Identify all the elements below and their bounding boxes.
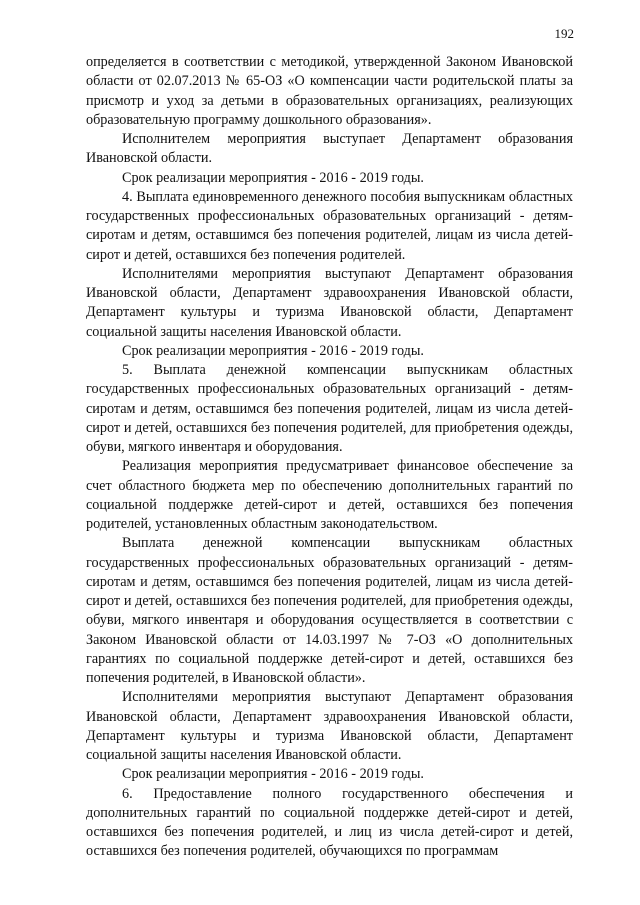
paragraph-9: Выплата денежной компенсации выпускникам областных государственных профессиональных образовательных организаций - детям-сиротам и детям, оставшимся без попечения родителей, лицам из числа детей-сирот и детей, оставшихся без попечения родителей, для приобретения одежды, обуви, мягкого инвентаря и оборудования осуществляется в соответствии с Законом Ивановской области от 14.03.1997 № 7-ОЗ «О дополнительных гарантиях по социальной поддержке детей-сирот и детей, оставшихся без попечения родителей, в Ивановской области». bbox=[86, 535, 573, 686]
paragraph-4: 4. Выплата единовременного денежного пособия выпускникам областных государственных профессиональных образовательных организаций - детям-сиротам и детям, оставшимся без попечения родителей, лицам из числа детей-сирот и детей, оставшихся без попечения родителей. bbox=[86, 188, 573, 263]
page-number: 192 bbox=[554, 26, 574, 41]
paragraph-6: Срок реализации мероприятия - 2016 - 2019 годы. bbox=[122, 342, 424, 359]
paragraph-10: Исполнителями мероприятия выступают Департамент образования Ивановской области, Департамент здравоохранения Ивановской области, Департамент культуры и туризма Ивановской области, Департамент социальной защиты населения Ивановской области. bbox=[86, 689, 573, 763]
paragraph-11: Срок реализации мероприятия - 2016 - 2019 годы. bbox=[122, 766, 424, 783]
paragraph-1: определяется в соответствии с методикой, утвержденной Законом Ивановской области от 02.07.2013 № 65-ОЗ «О компенсации части родительской платы за присмотр и уход за детьми в образовательных организациях, реализующих образовательную программу дошкольного образования». bbox=[86, 54, 573, 128]
paragraph-2: Исполнителем мероприятия выступает Департамент образования Ивановской области. bbox=[86, 131, 573, 167]
paragraph-5: Исполнителями мероприятия выступают Департамент образования Ивановской области, Департамент здравоохранения Ивановской области, Департамент культуры и туризма Ивановской области, Департамент социальной защиты населения Ивановской области. bbox=[86, 265, 573, 340]
paragraph-7: 5. Выплата денежной компенсации выпускникам областных государственных профессиональных образовательных организаций - детям-сиротам и детям, оставшимся без попечения родителей, лицам из числа детей-сирот и детей, оставшихся без попечения родителей, для приобретения одежды, обуви, мягкого инвентаря и оборудования. bbox=[86, 362, 573, 455]
paragraph-8: Реализация мероприятия предусматривает финансовое обеспечение за счет областного бюджета мер по обеспечению дополнительных гарантий по социальной поддержке детей-сирот и детей, оставшихся без попечения родителей, установленных областным законодательством. bbox=[86, 458, 573, 532]
paragraph-12: 6. Предоставление полного государственного обеспечения и дополнительных гарантий по социальной поддержке детей-сирот и детей, оставшихся без попечения родителей, и лиц из числа детей-сирот и детей, оставшихся без попечения родителей, обучающихся по программам bbox=[86, 785, 573, 860]
document-body bbox=[86, 53, 573, 862]
paragraph-3: Срок реализации мероприятия - 2016 - 2019 годы. bbox=[122, 169, 424, 186]
